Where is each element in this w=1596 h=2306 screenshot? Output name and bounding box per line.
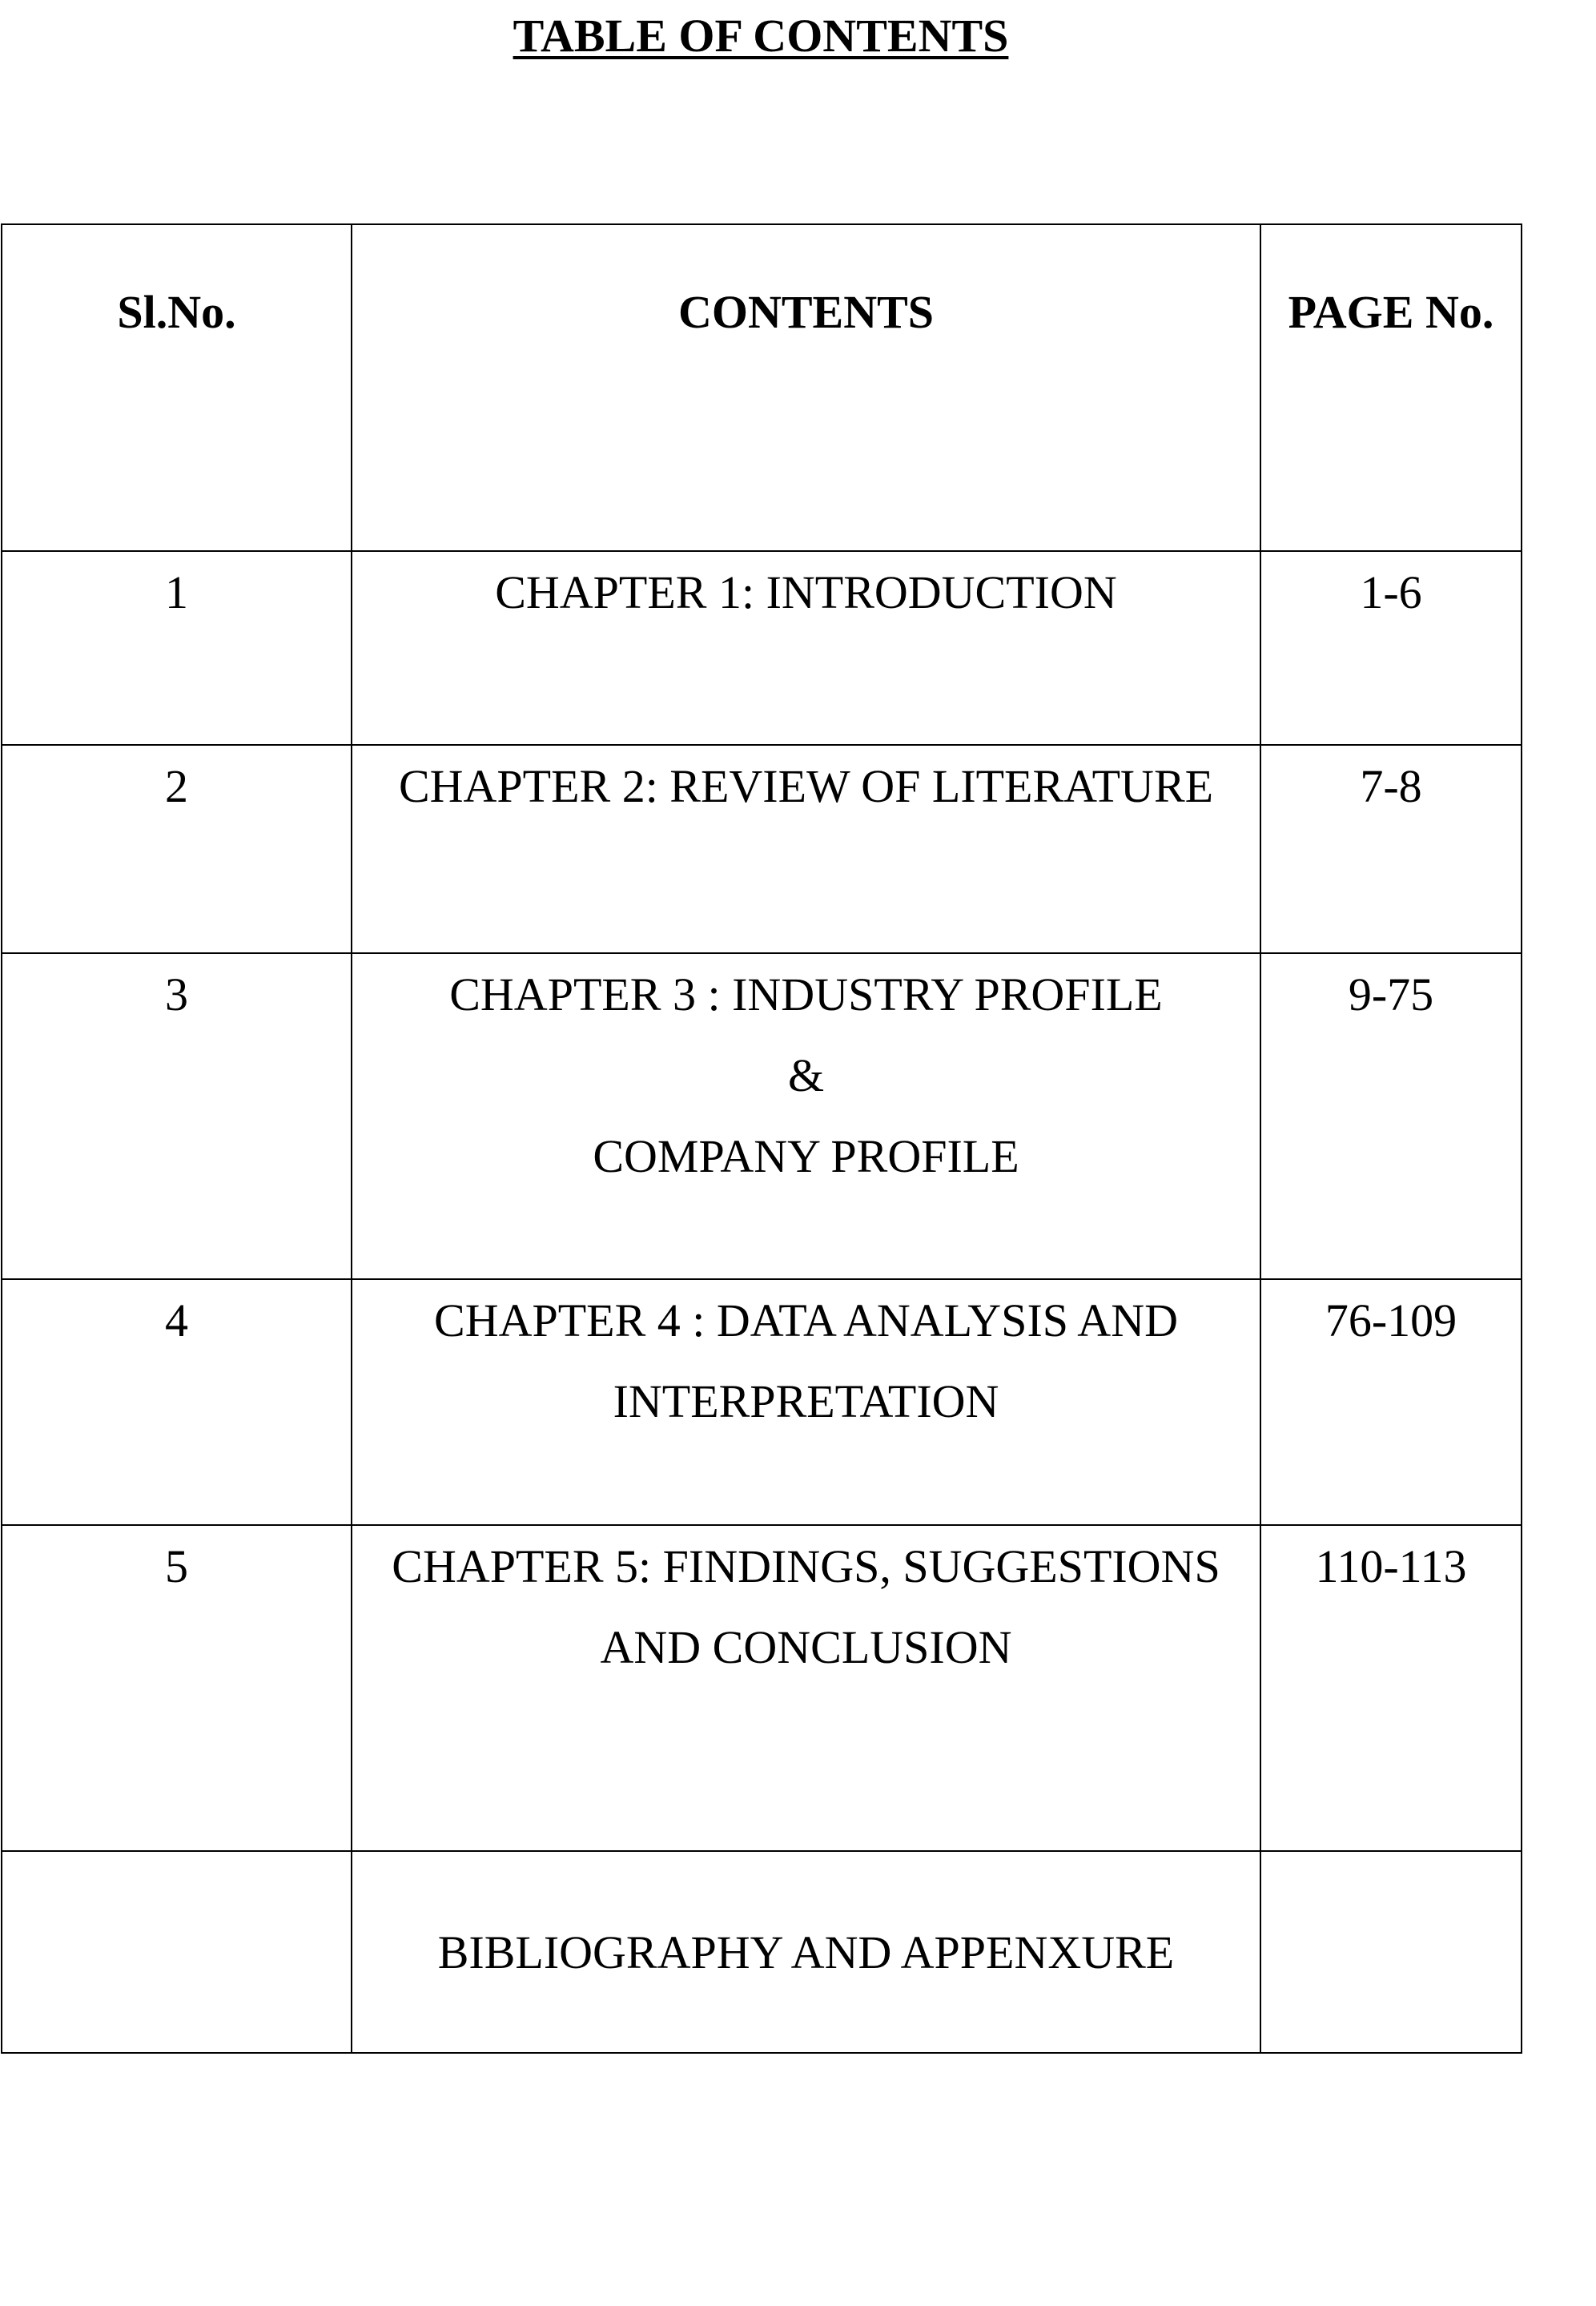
row-page-no: 76-109 [1260, 1279, 1522, 1525]
row-page-no: 110-113 [1260, 1525, 1522, 1851]
row-contents [352, 1525, 1260, 1851]
toc-header-row [2, 224, 1522, 551]
row-contents [352, 1279, 1260, 1525]
row-sl-no: 2 [2, 745, 352, 953]
toc-row [2, 745, 1522, 953]
row-contents [352, 551, 1260, 745]
row-page-no: 9-75 [1260, 953, 1522, 1279]
row-contents-line: BIBLIOGRAPHY AND APPENXURE [437, 1926, 1175, 1978]
toc-row [2, 1279, 1522, 1525]
row-contents [352, 745, 1260, 953]
row-contents-line: CHAPTER 3 : INDUSTRY PROFILE [449, 968, 1163, 1020]
toc-row [2, 551, 1522, 745]
toc-row [2, 953, 1522, 1279]
row-contents-line: COMPANY PROFILE [593, 1130, 1019, 1182]
row-contents [352, 953, 1260, 1279]
row-contents-line: & [787, 1049, 825, 1101]
toc-row [2, 1851, 1522, 2053]
header-page-no: PAGE No. [1260, 224, 1522, 551]
page-title-text: TABLE OF CONTENTS [513, 10, 1009, 62]
row-page-no: 7-8 [1260, 745, 1522, 953]
row-sl-no: 4 [2, 1279, 352, 1525]
toc-table [1, 223, 1522, 2054]
row-page-no [1260, 1851, 1522, 2053]
header-contents: CONTENTS [352, 224, 1260, 551]
row-sl-no: 1 [2, 551, 352, 745]
row-contents-line: CHAPTER 4 : DATA ANALYSIS AND [434, 1294, 1178, 1346]
toc-row [2, 1525, 1522, 1851]
page-title [0, 8, 1522, 64]
row-contents-line: CHAPTER 1: INTRODUCTION [495, 566, 1117, 618]
header-sl-no: Sl.No. [2, 224, 352, 551]
row-contents-line: INTERPRETATION [613, 1375, 999, 1427]
row-sl-no: 5 [2, 1525, 352, 1851]
row-contents-line: AND CONCLUSION [600, 1621, 1012, 1673]
row-contents-line: CHAPTER 5: FINDINGS, SUGGESTIONS [392, 1540, 1220, 1592]
row-contents-line: CHAPTER 2: REVIEW OF LITERATURE [398, 760, 1214, 812]
row-page-no: 1-6 [1260, 551, 1522, 745]
row-sl-no [2, 1851, 352, 2053]
row-contents [352, 1851, 1260, 2053]
row-sl-no: 3 [2, 953, 352, 1279]
